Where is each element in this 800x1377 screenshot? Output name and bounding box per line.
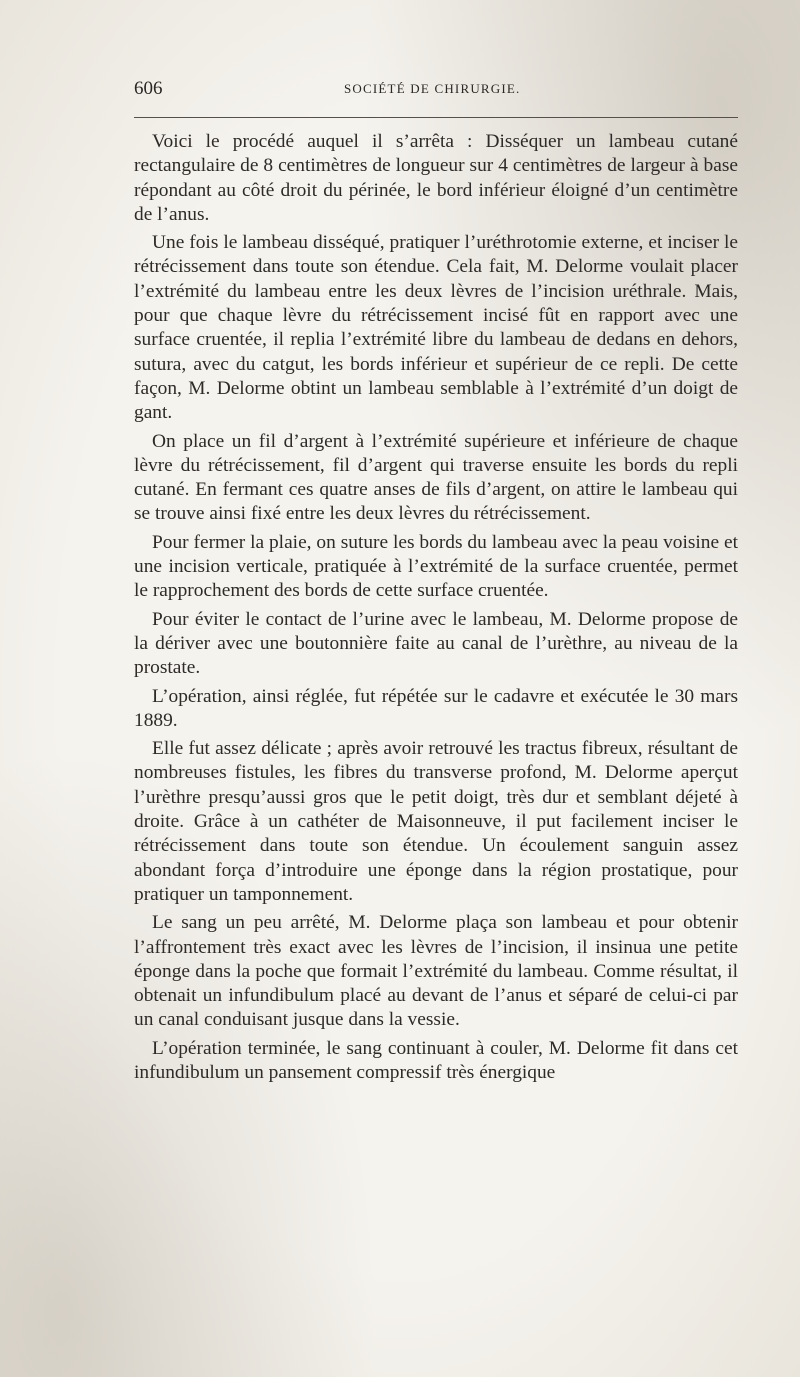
paragraph-7: Elle fut assez délicate ; après avoir retrouvé les tractus fibreux, résultant de nombreuses fistules, les fibres du transverse profond, M. Delorme aperçut l’urèthre presqu’aussi gros que le petit doigt, très dur et semblant déjeté à droite. Grâce à un cathéter de Maisonneuve, il put facilement inciser le rétrécissement dans toute son étendue. Un écoulement sanguin assez abondant força d’introduire une éponge dans la région prostatique, pour pratiquer un tamponnement. xyxy=(134,738,738,905)
header-rule xyxy=(134,117,738,118)
paragraph-5: Pour éviter le contact de l’urine avec le lambeau, M. Delorme propose de la dériver avec une boutonnière faite au canal de l’urèthre, au niveau de la prostate. xyxy=(134,608,738,679)
body-text xyxy=(134,130,738,1089)
paragraph-6: L’opération, ainsi réglée, fut répétée sur le cadavre et exécutée le 30 mars 1889. xyxy=(134,685,738,731)
running-title: SOCIÉTÉ DE CHIRURGIE. xyxy=(344,81,521,96)
paragraph-9: L’opération terminée, le sang continuant à couler, M. Delorme fit dans cet infundibulum un pansement compressif très énergique xyxy=(134,1037,738,1083)
paragraph-2: Une fois le lambeau disséqué, pratiquer l’uréthrotomie externe, et inciser le rétrécissement dans toute son étendue. Cela fait, M. Delorme voulait placer l’extrémité du lambeau entre les deux lèvres de l’incision uréthrale. Mais, pour que chaque lèvre du rétrécissement incisé fût en rapport avec une surface cruentée, il replia l’extrémité libre du lambeau de dedans en dehors, sutura, avec du catgut, les bords inférieur et supérieur de ce repli. De cette façon, M. Delorme obtint un lambeau semblable à l’extrémité d’un doigt de gant. xyxy=(134,232,738,424)
page-header xyxy=(134,78,738,102)
paragraph-1: Voici le procédé auquel il s’arrêta : Disséquer un lambeau cutané rectangulaire de 8 centimètres de longueur sur 4 centimètres de largeur à base répondant au côté droit du périnée, le bord inférieur éloigné d’un centimètre de l’anus. xyxy=(134,131,738,225)
paragraph-3: On place un fil d’argent à l’extrémité supérieure et inférieure de chaque lèvre du rétrécissement, fil d’argent qui traverse ensuite les bords du repli cutané. En fermant ces quatre anses de fils d’argent, on attire le lambeau qui se trouve ainsi fixé entre les deux lèvres du rétrécissement. xyxy=(134,430,738,525)
paragraph-4: Pour fermer la plaie, on suture les bords du lambeau avec la peau voisine et une incision verticale, pratiquée à l’extrémité de la surface cruentée, permet le rapprochement des bords de cette surface cruentée. xyxy=(134,531,738,602)
page-number: 606 xyxy=(134,78,163,99)
paragraph-8: Le sang un peu arrêté, M. Delorme plaça son lambeau et pour obtenir l’affrontement très exact avec les lèvres de l’incision, il insinua une petite éponge dans la poche que formait l’extrémité du lambeau. Comme résultat, il obtenait un infundibulum placé au devant de l’anus et séparé de celui-ci par un canal conduisant jusque dans la vessie. xyxy=(134,912,738,1031)
